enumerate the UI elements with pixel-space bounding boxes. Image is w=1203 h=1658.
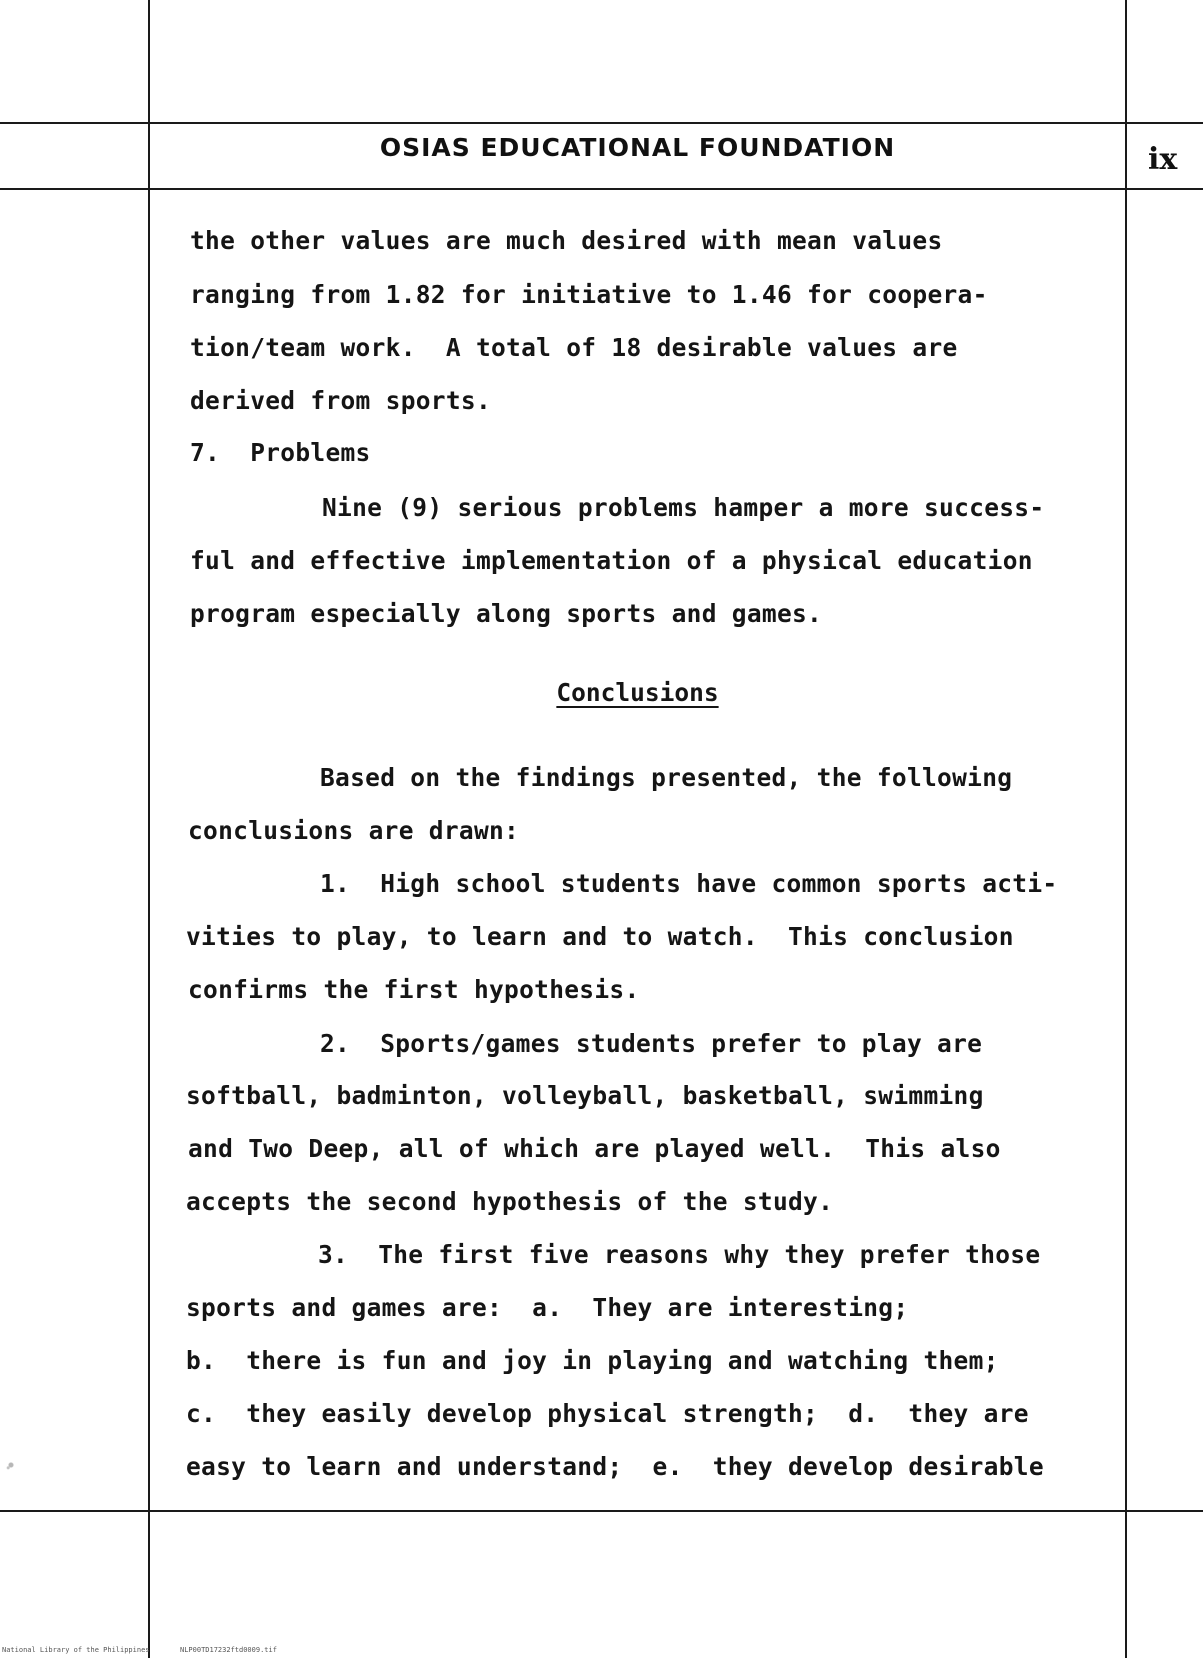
body-line: softball, badminton, volleyball, basketball, swimming [186,1081,984,1110]
body-line: program especially along sports and games. [190,599,823,628]
body-line: confirms the first hypothesis. [188,975,640,1004]
body-line: 2. Sports/games students prefer to play are [320,1029,983,1058]
right-margin-rule [1125,0,1127,1658]
body-line: Nine (9) serious problems hamper a more success- [322,493,1045,522]
header-title: OSIAS EDUCATIONAL FOUNDATION [379,133,896,162]
footer-library: National Library of the Philippines [2,1646,150,1654]
scan-speck [4,1458,18,1472]
body-line: accepts the second hypothesis of the study. [186,1187,834,1216]
body-line: sports and games are: a. They are interesting; [186,1293,909,1322]
body-line: and Two Deep, all of which are played well. This also [188,1134,1001,1163]
left-margin-rule [148,0,150,1658]
page-number: ix [1148,142,1178,177]
body-line: Based on the findings presented, the following [320,763,1013,792]
footer-file-id: NLP00TD17232ftd0009.tif [180,1646,277,1654]
subsection-heading: 7. Problems [190,438,371,467]
body-line: 3. The first five reasons why they prefer those [318,1240,1041,1269]
body-line: c. they easily develop physical strength; d. they are [186,1399,1029,1428]
conclusions-heading: Conclusions [556,678,719,707]
body-line: conclusions are drawn: [188,816,520,845]
body-line: b. there is fun and joy in playing and watching them; [186,1346,999,1375]
footer-rule [0,1510,1203,1512]
body-line: tion/team work. A total of 18 desirable values are [190,333,958,362]
body-line: vities to play, to learn and to watch. This conclusion [186,922,1014,951]
body-line: ranging from 1.82 for initiative to 1.46 for coopera- [190,280,988,309]
body-line: derived from sports. [190,386,492,415]
header-bottom-rule [0,188,1203,190]
body-line: easy to learn and understand; e. they develop desirable [186,1452,1044,1481]
header-top-rule [0,122,1203,124]
body-line: 1. High school students have common sports acti- [320,869,1058,898]
body-line: ful and effective implementation of a physical education [190,546,1033,575]
body-line: the other values are much desired with mean values [190,226,943,255]
